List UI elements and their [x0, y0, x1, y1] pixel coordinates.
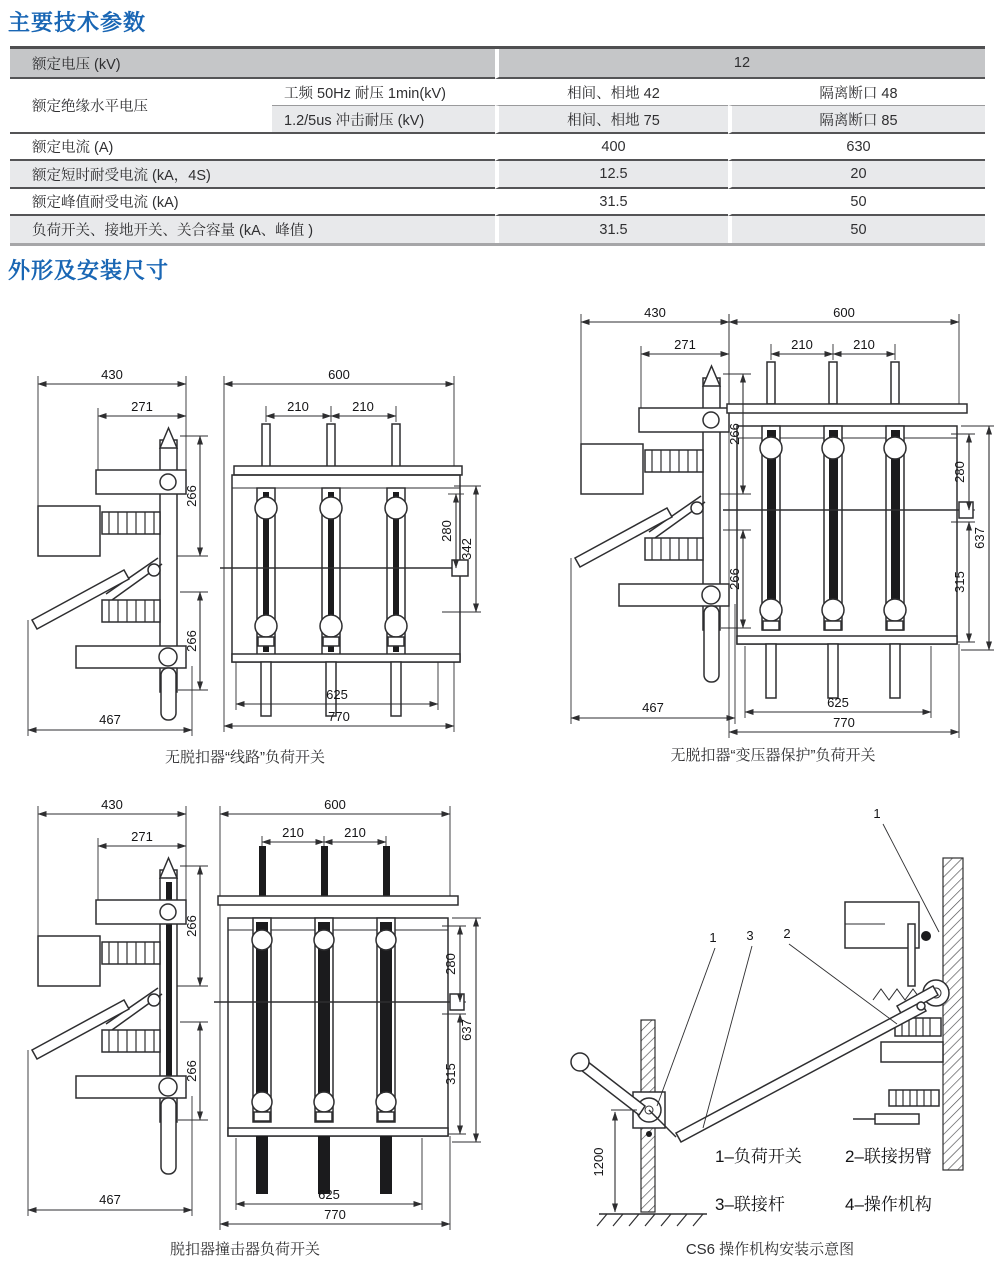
- drawing-striker-load-switch: [8, 790, 482, 1232]
- figure-caption: 脱扣器撞击器负荷开关: [169, 1241, 320, 1258]
- legend-item-4: 4–操作机构: [845, 1195, 932, 1214]
- dim-600: 600: [833, 305, 855, 320]
- row-making-capacity-v1: 31.5: [495, 216, 728, 243]
- dim-637: 637: [972, 527, 987, 549]
- dim-210-left: 210: [282, 825, 304, 840]
- section-title-main-parameters: 主要技术参数: [8, 10, 147, 35]
- row-making-capacity-label: 负荷开关、接地开关、关合容量 (kA、峰值 ): [10, 216, 495, 243]
- row-rated-current-label: 额定电流 (A): [10, 134, 495, 161]
- drawing-cs6-mechanism: [545, 790, 995, 1232]
- row-insulation-powerfreq-label: 工频 50Hz 耐压 1min(kV): [272, 79, 495, 106]
- dim-210-left: 210: [287, 399, 309, 414]
- dim-637: 637: [459, 1019, 474, 1041]
- row-rated-current-v2: 630: [728, 134, 985, 161]
- dim-770: 770: [328, 709, 350, 724]
- dim-467: 467: [99, 1192, 121, 1207]
- row-insulation-powerfreq-gap: 隔离断口 48: [728, 79, 985, 106]
- dim-467: 467: [642, 700, 664, 715]
- wall: [943, 858, 963, 1170]
- row-insulation-impulse-phase: 相间、相地 75: [495, 106, 728, 134]
- dim-210-right: 210: [853, 337, 875, 352]
- row-rated-voltage-value: 12: [495, 49, 985, 79]
- dim-271: 271: [131, 399, 153, 414]
- side-view: [32, 858, 186, 1174]
- row-peak-current-v2: 50: [728, 189, 985, 216]
- front-view: [214, 846, 464, 1194]
- row-rated-current-v1: 400: [495, 134, 728, 161]
- dim-770: 770: [324, 1207, 346, 1222]
- side-view: [575, 366, 729, 682]
- dim-625: 625: [827, 695, 849, 710]
- dim-266-top: 266: [184, 915, 199, 937]
- legend-item-2: 2–联接拐臂: [845, 1147, 932, 1166]
- figure-cs6-mechanism: [544, 790, 996, 1259]
- dim-266-bottom: 266: [184, 630, 199, 652]
- side-view: [32, 428, 186, 720]
- spec-table: [10, 46, 985, 246]
- row-short-time-v2: 20: [728, 161, 985, 189]
- row-peak-current-label: 额定峰值耐受电流 (kA): [10, 189, 495, 216]
- dim-430: 430: [101, 797, 123, 812]
- dim-467: 467: [99, 712, 121, 727]
- switch-assembly: [845, 902, 949, 1124]
- dim-770: 770: [833, 715, 855, 730]
- figure-line-load-switch: [6, 360, 484, 767]
- row-insulation-label: 额定绝缘水平电压: [10, 79, 272, 134]
- dim-210-right: 210: [352, 399, 374, 414]
- row-rated-voltage-label: 额定电压 (kV): [10, 49, 495, 79]
- dim-210-left: 210: [791, 337, 813, 352]
- dim-266-top: 266: [727, 423, 742, 445]
- legend-item-3: 3–联接杆: [715, 1195, 785, 1214]
- dim-342: 342: [459, 538, 474, 560]
- drawing-transformer-protection-load-switch: [551, 298, 995, 738]
- figure-caption: 无脱扣器“线路”负荷开关: [165, 749, 325, 766]
- callout-3: 3: [746, 928, 754, 943]
- dim-430: 430: [101, 367, 123, 382]
- dim-1200: 1200: [591, 1147, 606, 1177]
- drawing-line-load-switch: [8, 360, 482, 740]
- dim-600: 600: [324, 797, 346, 812]
- callout-2: 2: [783, 926, 791, 941]
- dim-315: 315: [952, 571, 967, 593]
- figure-transformer-protection-load-switch: [550, 298, 996, 765]
- dim-430: 430: [644, 305, 666, 320]
- legend-item-1: 1–负荷开关: [715, 1147, 802, 1166]
- callout-1-top: 1: [873, 806, 881, 821]
- section-title-outline-dimensions: 外形及安装尺寸: [8, 258, 170, 283]
- dim-625: 625: [326, 687, 348, 702]
- dim-625: 625: [318, 1187, 340, 1202]
- dim-271: 271: [131, 829, 153, 844]
- row-making-capacity-v2: 50: [728, 216, 985, 243]
- front-view: [723, 362, 973, 698]
- row-insulation-powerfreq-phase: 相间、相地 42: [495, 79, 728, 106]
- dim-266-bottom: 266: [184, 1060, 199, 1082]
- dim-266-top: 266: [184, 485, 199, 507]
- dimension-lines: [28, 384, 476, 730]
- row-insulation-impulse-gap: 隔离断口 85: [728, 106, 985, 134]
- dim-280: 280: [443, 953, 458, 975]
- figure-caption: CS6 操作机构安装示意图: [685, 1241, 855, 1258]
- operating-mechanism: [571, 1020, 707, 1226]
- dim-266-bottom: 266: [727, 568, 742, 590]
- front-view: [220, 424, 468, 716]
- figure-striker-load-switch: [6, 790, 484, 1259]
- dim-210-right: 210: [344, 825, 366, 840]
- row-insulation-impulse-label: 1.2/5us 冲击耐压 (kV): [272, 106, 495, 134]
- dim-271: 271: [674, 337, 696, 352]
- dim-600: 600: [328, 367, 350, 382]
- row-short-time-label: 额定短时耐受电流 (kA，4S): [10, 161, 495, 189]
- figure-caption: 无脱扣器“变压器保护”负荷开关: [670, 747, 876, 764]
- dim-315: 315: [443, 1063, 458, 1085]
- row-short-time-v1: 12.5: [495, 161, 728, 189]
- row-peak-current-v1: 31.5: [495, 189, 728, 216]
- dim-280: 280: [439, 520, 454, 542]
- callout-1: 1: [709, 930, 717, 945]
- dim-280: 280: [952, 461, 967, 483]
